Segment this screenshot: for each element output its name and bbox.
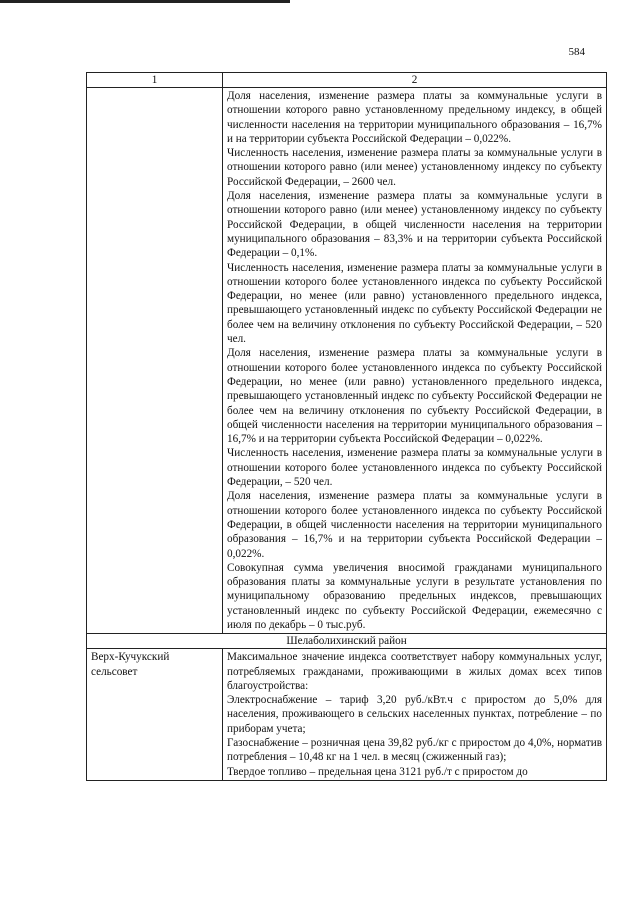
paragraph: Численность населения, изменение размера платы за коммунальные услуги в отношении которого более установленного индекса по субъекту Российской Федерации, – 520 чел. bbox=[227, 447, 602, 489]
paragraph: Электроснабжение – тариф 3,20 руб./кВт.ч с приростом до 5,0% для населения, проживающего в сельских населенных пунктах, потребление – по приборам учета; bbox=[227, 694, 602, 735]
table-row bbox=[87, 88, 607, 634]
paragraph: Твердое топливо – предельная цена 3121 руб./т с приростом до bbox=[227, 765, 528, 778]
table-header-row bbox=[87, 73, 607, 88]
region-row bbox=[87, 634, 607, 649]
document-table bbox=[86, 72, 607, 781]
paragraph: Газоснабжение – розничная цена 39,82 руб./кг с приростом до 4,0%, норматив потребления – 10,48 кг на 1 чел. в месяц (сжиженный газ); bbox=[227, 737, 602, 764]
paragraph: Численность населения, изменение размера платы за коммунальные услуги в отношении которого более установленного индекса по субъекту Российской Федерации, но менее (или равно) установленного предельного индекса, превышающего установленный индекс по субъекту Российской Федерации не более чем на величину отклонения по субъекту Российской Федерации, – 520 чел. bbox=[227, 261, 602, 346]
table-row bbox=[87, 649, 607, 781]
paragraph: Доля населения, изменение размера платы за коммунальные услуги в отношении которого более установленного индекса по субъекту Российской Федерации, в общей численности населения на территории муниципального образования – 16,7% и на территории субъекта Российской Федерации – 0,022%. bbox=[227, 490, 602, 560]
row-content-cell bbox=[223, 88, 607, 634]
row-content-cell bbox=[223, 649, 607, 781]
paragraph: Численность населения, изменение размера платы за коммунальные услуги в отношении которого равно (или менее) установленному индексу по субъекту Российской Федерации, – 2600 чел. bbox=[227, 147, 602, 188]
paragraph: Совокупная сумма увеличения вносимой гражданами муниципального образования платы за коммунальные услуги в результате установления по муниципальному образованию предельных индексов, превышающих установленный индекс по субъекту Российской Федерации, ежемесячно с июля по декабрь – 0 тыс.руб. bbox=[227, 561, 602, 631]
paragraph: Доля населения, изменение размера платы за коммунальные услуги в отношении которого равно (или менее) установленному индексу по субъекту Российской Федерации, в общей численности населения на территории муниципального образования – 83,3% и на территории субъекта Российской Федерации – 0,1%. bbox=[227, 190, 602, 260]
paragraph: Доля населения, изменение размера платы за коммунальные услуги в отношении которого равно установленному предельному индексу, в общей численности населения на территории муниципального образования – 16,7% и на территории субъекта Российской Федерации – 0,022%. bbox=[227, 90, 602, 145]
row-label-cell bbox=[87, 88, 223, 634]
page-number: 584 bbox=[568, 46, 585, 58]
municipality-name: Верх-Кучукский сельсовет bbox=[87, 649, 223, 781]
column-header-1: 1 bbox=[87, 73, 223, 88]
column-header-2: 2 bbox=[223, 73, 607, 88]
scan-artifact-bar bbox=[0, 0, 290, 3]
paragraph: Максимальное значение индекса соответствует набору коммунальных услуг, потребляемых гражданами, проживающими в жилых домах всех типов благоустройства: bbox=[227, 651, 602, 692]
paragraph: Доля населения, изменение размера платы за коммунальные услуги в отношении которого более установленного индекса по субъекту Российской Федерации, но менее (или равно) установленного предельного индекса, превышающего установленный индекс по субъекту Российской Федерации не более чем на величину отклонения по субъекту Российской Федерации, в общей численности населения на территории муниципального образования – 16,7% и на территории субъекта Российской Федерации – 0,022%. bbox=[227, 347, 602, 446]
region-title: Шелаболихинский район bbox=[87, 634, 607, 649]
